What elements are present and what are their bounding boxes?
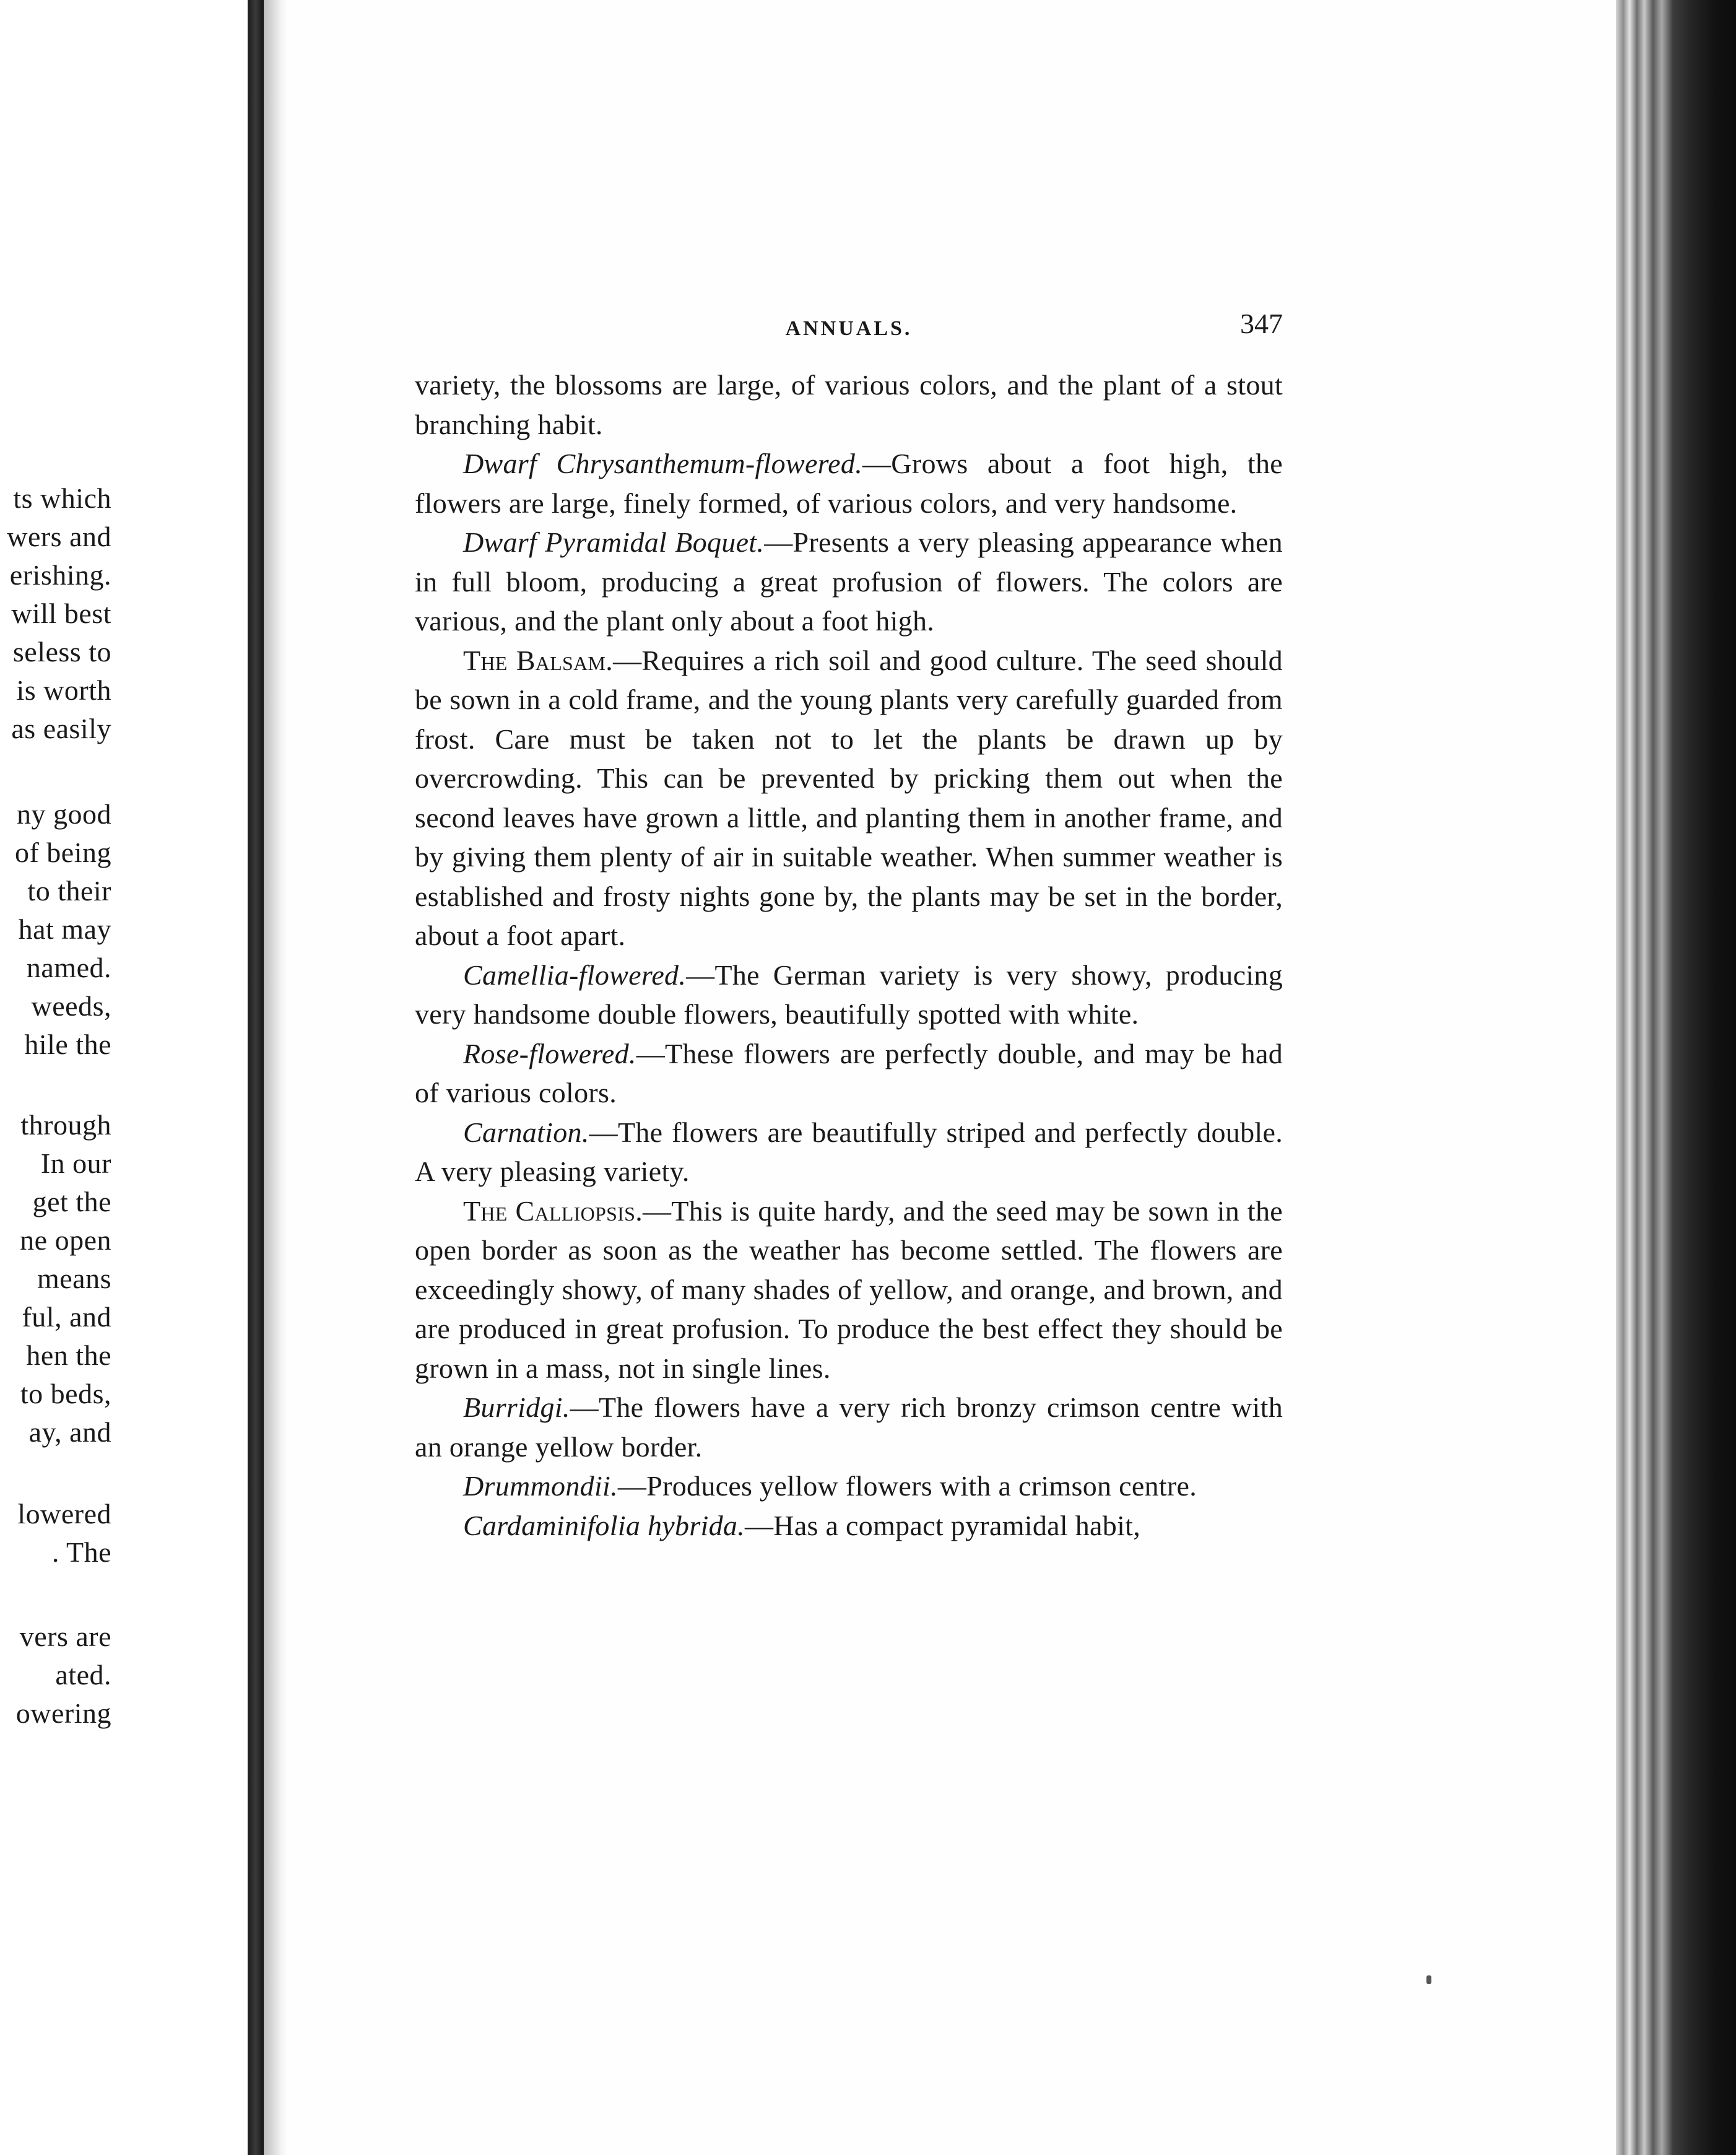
left-page-line: vers are	[19, 1621, 111, 1652]
paragraph-lead: The Balsam.	[463, 644, 614, 676]
gutter-shadow	[264, 0, 289, 2155]
paragraph	[415, 1388, 1283, 1466]
paragraph	[415, 956, 1283, 1034]
paragraph-lead: Carnation.	[463, 1116, 589, 1148]
left-page-line: weeds,	[31, 990, 111, 1022]
paragraph-lead: Camellia-flowered.	[463, 959, 687, 991]
left-page-line: lowered	[17, 1498, 111, 1530]
paragraph	[415, 523, 1283, 641]
left-page-line: ated.	[55, 1659, 111, 1691]
paragraph-text: —Presents a very pleasing appearance when in full bloom, producing a great profusion of flowers. The colors are various, and the plant only about a foot high.	[415, 526, 1283, 637]
paragraph	[415, 1113, 1283, 1191]
paragraph-text: variety, the blossoms are large, of various colors, and the plant of a stout branching habit.	[415, 369, 1283, 440]
left-page-line: wers and	[7, 521, 111, 552]
page-number: 347	[1240, 308, 1283, 339]
paragraph-text: —Grows about a foot high, the flowers are large, finely formed, of various colors, and very handsome.	[415, 448, 1283, 519]
left-page-line: ay, and	[28, 1416, 111, 1448]
left-page-line: ny good	[17, 798, 111, 830]
paragraph	[415, 1191, 1283, 1388]
paragraph-text: —This is quite hardy, and the seed may be sown in the open border as soon as the weather has become settled. The flowers are exceedingly showy, of many shades of yellow, and orange, and brown, and are produced in great profusion. To produce the best effect they should be grown in a mass, not in single lines.	[415, 1195, 1283, 1384]
page-header	[415, 303, 1283, 353]
paragraph-text: —Requires a rich soil and good culture. The seed should be sown in a cold frame, and the young plants very carefully guarded from frost. Care must be taken not to let the plants be drawn up by overcrowding. This can be prevented by pricking them out when the second leaves have grown a little, and planting them in another frame, and by giving them plenty of air in suitable weather. When summer weather is established and frosty nights gone by, the plants may be set in the border, about a foot apart.	[415, 644, 1283, 951]
paragraph-lead: Dwarf Chrysanthemum-flowered.	[463, 448, 862, 479]
paragraph-text: —The German variety is very showy, producing very handsome double flowers, beautifully spotted with white.	[415, 959, 1283, 1030]
left-page-line: ful, and	[22, 1301, 111, 1333]
left-page-line: hile the	[24, 1029, 111, 1060]
left-page-line: will best	[11, 598, 111, 629]
paragraph	[415, 1466, 1283, 1506]
left-page-line: to beds,	[20, 1378, 111, 1409]
left-page-line: of being	[14, 837, 111, 868]
running-head: ANNUALS.	[785, 317, 913, 340]
left-page-line: . The	[51, 1536, 111, 1568]
paragraph	[415, 365, 1283, 444]
paragraph	[415, 444, 1283, 523]
paragraph-lead: Dwarf Pyramidal Boquet.	[463, 526, 765, 558]
page-edges	[1616, 0, 1736, 2155]
left-page-line: seless to	[12, 636, 111, 668]
left-page-line: owering	[15, 1697, 111, 1729]
paragraph	[415, 641, 1283, 956]
left-page-line: hen the	[26, 1339, 111, 1371]
left-page	[0, 0, 248, 2155]
left-page-line: named.	[26, 952, 111, 983]
paragraph-lead: Burridgi.	[463, 1391, 570, 1423]
paragraph-lead: Rose-flowered.	[463, 1037, 636, 1069]
left-page-line: to their	[27, 875, 111, 907]
paragraph-lead: Drummondii.	[463, 1470, 618, 1502]
page-text-block	[415, 303, 1283, 1545]
paper-speck	[1426, 1975, 1431, 1984]
paragraph-text: —These flowers are perfectly double, and may be had of various colors.	[415, 1037, 1283, 1108]
paragraph-text: —Has a compact pyramidal habit,	[745, 1509, 1141, 1541]
paragraph	[415, 1506, 1283, 1546]
left-page-line: erishing.	[9, 559, 111, 591]
paragraph-text: —The flowers are beautifully striped and perfectly double. A very pleasing variety.	[415, 1116, 1283, 1187]
left-page-line: as easily	[11, 713, 111, 744]
paragraph-lead: The Calliopsis.	[463, 1195, 643, 1227]
left-page-line: get the	[32, 1186, 111, 1217]
book-gutter	[248, 0, 264, 2155]
left-page-line: through	[20, 1109, 111, 1141]
left-page-line: ne open	[20, 1224, 111, 1256]
paragraph-text: —The flowers have a very rich bronzy crimson centre with an orange yellow border.	[415, 1391, 1283, 1463]
left-page-line: hat may	[18, 913, 111, 945]
left-page-line: is worth	[16, 674, 111, 706]
left-page-line: means	[37, 1263, 111, 1294]
paragraph	[415, 1034, 1283, 1113]
paragraph-text: —Produces yellow flowers with a crimson centre.	[617, 1470, 1197, 1502]
left-page-line: In our	[40, 1147, 111, 1179]
paragraph-lead: Cardaminifolia hybrida.	[463, 1509, 745, 1541]
left-page-line: ts which	[13, 482, 111, 514]
